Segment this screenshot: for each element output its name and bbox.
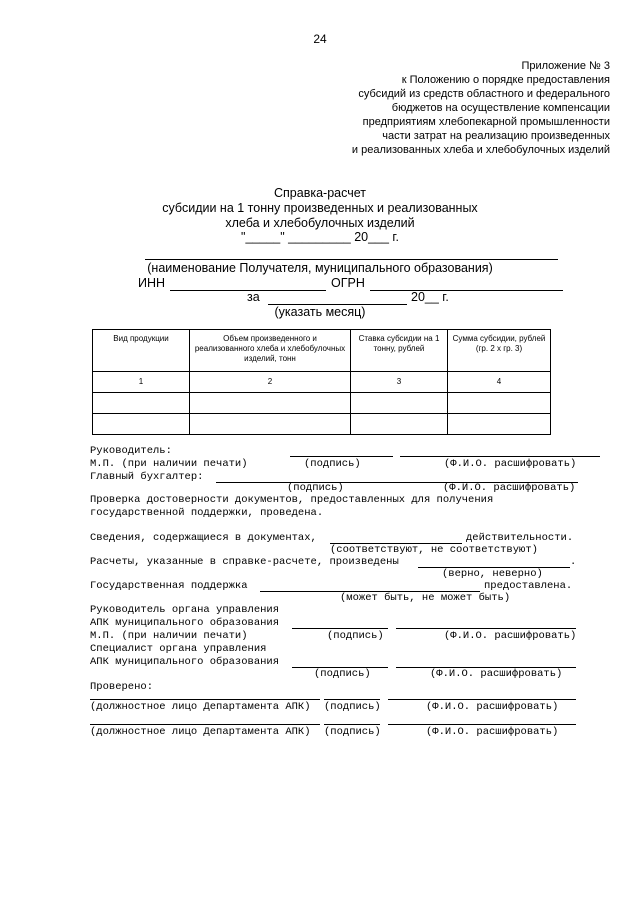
month-caption: (указать месяц) — [274, 305, 366, 319]
mgmt-spec-1: Специалист органа управления — [90, 643, 267, 655]
appendix-line-6: части затрат на реализацию произведенных — [382, 130, 610, 142]
appendix-line-2: к Положению о порядке предоставления — [401, 74, 610, 86]
table-colnum: 3 — [351, 372, 448, 393]
head-sign-line — [290, 456, 393, 457]
table-row — [93, 393, 551, 414]
ogrn-label: ОГРН — [331, 276, 365, 290]
table-cell[interactable] — [351, 414, 448, 435]
appendix-line-4: бюджетов на осуществление компенсации — [391, 102, 610, 114]
table-cell[interactable] — [190, 414, 351, 435]
head-mp-label: М.П. (при наличии печати) — [90, 458, 248, 470]
mgmt-head-mp: М.П. (при наличии печати) — [90, 630, 248, 642]
table-header-sum: Сумма субсидии, рублей (гр. 2 x гр. 3) — [448, 330, 551, 372]
calc-dot: . — [570, 556, 577, 568]
page-number: 24 — [313, 32, 327, 46]
appendix-line-1: Приложение № 3 — [521, 60, 610, 72]
state-suffix: предоставлена. — [484, 580, 573, 592]
mgmt-spec-2: АПК муниципального образования — [90, 656, 280, 668]
appendix-line-3: субсидий из средств областного и федерального — [358, 88, 610, 100]
table-colnum: 1 — [93, 372, 190, 393]
dept1-official-caption: (должностное лицо Департамента АПК) — [90, 701, 311, 713]
head-fio-caption: (Ф.И.О. расшифровать) — [444, 458, 577, 470]
dept2-official-caption: (должностное лицо Департамента АПК) — [90, 726, 311, 738]
dept1-fio-caption: (Ф.И.О. расшифровать) — [426, 701, 559, 713]
ogrn-line — [370, 290, 563, 291]
doc-subtitle-1: субсидии на 1 тонну произведенных и реализованных — [162, 201, 478, 215]
dept1-sign-caption: (подпись) — [324, 701, 381, 713]
mgmt-head-sign-caption: (подпись) — [327, 630, 384, 642]
period-label: за — [247, 290, 260, 304]
head-sign-caption: (подпись) — [304, 458, 361, 470]
dept2-sign-line — [324, 724, 380, 725]
info-suffix: действительности. — [466, 532, 574, 544]
info-caption: (соответствуют, не соответствуют) — [330, 544, 538, 556]
dept2-fio-line — [388, 724, 576, 725]
chief-accountant-label: Главный бухгалтер: — [90, 471, 204, 483]
calc-prefix: Расчеты, указанные в справке-расчете, произведены — [90, 556, 399, 568]
table-colnum: 2 — [190, 372, 351, 393]
dept1-sign-line — [324, 699, 380, 700]
table-cell[interactable] — [448, 414, 551, 435]
mgmt-head-sign-line — [292, 628, 388, 629]
chief-fio-caption: (Ф.И.О. расшифровать) — [443, 482, 576, 494]
inn-label: ИНН — [138, 276, 166, 290]
head-fio-line — [400, 456, 600, 457]
calc-caption: (верно, неверно) — [442, 568, 543, 580]
table-header-volume: Объем произведенного и реализованного хлеба и хлебобулочных изделий, тонн — [190, 330, 351, 372]
subsidy-table — [92, 329, 551, 435]
table-cell[interactable] — [448, 393, 551, 414]
recipient-name-line — [145, 259, 558, 260]
check-line-2: государственной поддержки, проведена. — [90, 507, 324, 519]
dept1-official-line — [90, 699, 320, 700]
table-header-rate: Ставка субсидии на 1 тонну, рублей — [351, 330, 448, 372]
mgmt-head-2: АПК муниципального образования — [90, 617, 280, 629]
checked-label: Проверено: — [90, 681, 154, 693]
dept2-fio-caption: (Ф.И.О. расшифровать) — [426, 726, 559, 738]
head-label: Руководитель: — [90, 445, 172, 457]
state-caption: (может быть, не может быть) — [340, 592, 511, 604]
doc-title: Справка-расчет — [274, 186, 366, 200]
mgmt-spec-sign-caption: (подпись) — [314, 668, 371, 680]
recipient-caption: (наименование Получателя, муниципального образования) — [147, 261, 493, 275]
dept2-sign-caption: (подпись) — [324, 726, 381, 738]
table-cell[interactable] — [93, 414, 190, 435]
doc-subtitle-2: хлеба и хлебобулочных изделий — [225, 216, 415, 230]
doc-date-line: "_____" _________ 20___ г. — [241, 230, 399, 244]
dept1-fio-line — [388, 699, 576, 700]
table-cell[interactable] — [190, 393, 351, 414]
table-colnum: 4 — [448, 372, 551, 393]
mgmt-head-1: Руководитель органа управления — [90, 604, 280, 616]
chief-sign-caption: (подпись) — [287, 482, 344, 494]
table-header-product: Вид продукции — [93, 330, 190, 372]
info-prefix: Сведения, содержащиеся в документах, — [90, 532, 317, 544]
mgmt-head-fio-line — [396, 628, 576, 629]
state-prefix: Государственная поддержка — [90, 580, 248, 592]
appendix-line-7: и реализованных хлеба и хлебобулочных изделий — [351, 144, 610, 156]
table-row — [93, 414, 551, 435]
mgmt-spec-fio-caption: (Ф.И.О. расшифровать) — [430, 668, 563, 680]
period-year: 20__ г. — [411, 290, 449, 304]
check-line-1: Проверка достоверности документов, предоставленных для получения — [90, 494, 494, 506]
table-cell[interactable] — [351, 393, 448, 414]
dept2-official-line — [90, 724, 320, 725]
table-cell[interactable] — [93, 393, 190, 414]
mgmt-head-fio-caption: (Ф.И.О. расшифровать) — [444, 630, 577, 642]
appendix-line-5: предприятиям хлебопекарной промышленности — [362, 116, 610, 128]
